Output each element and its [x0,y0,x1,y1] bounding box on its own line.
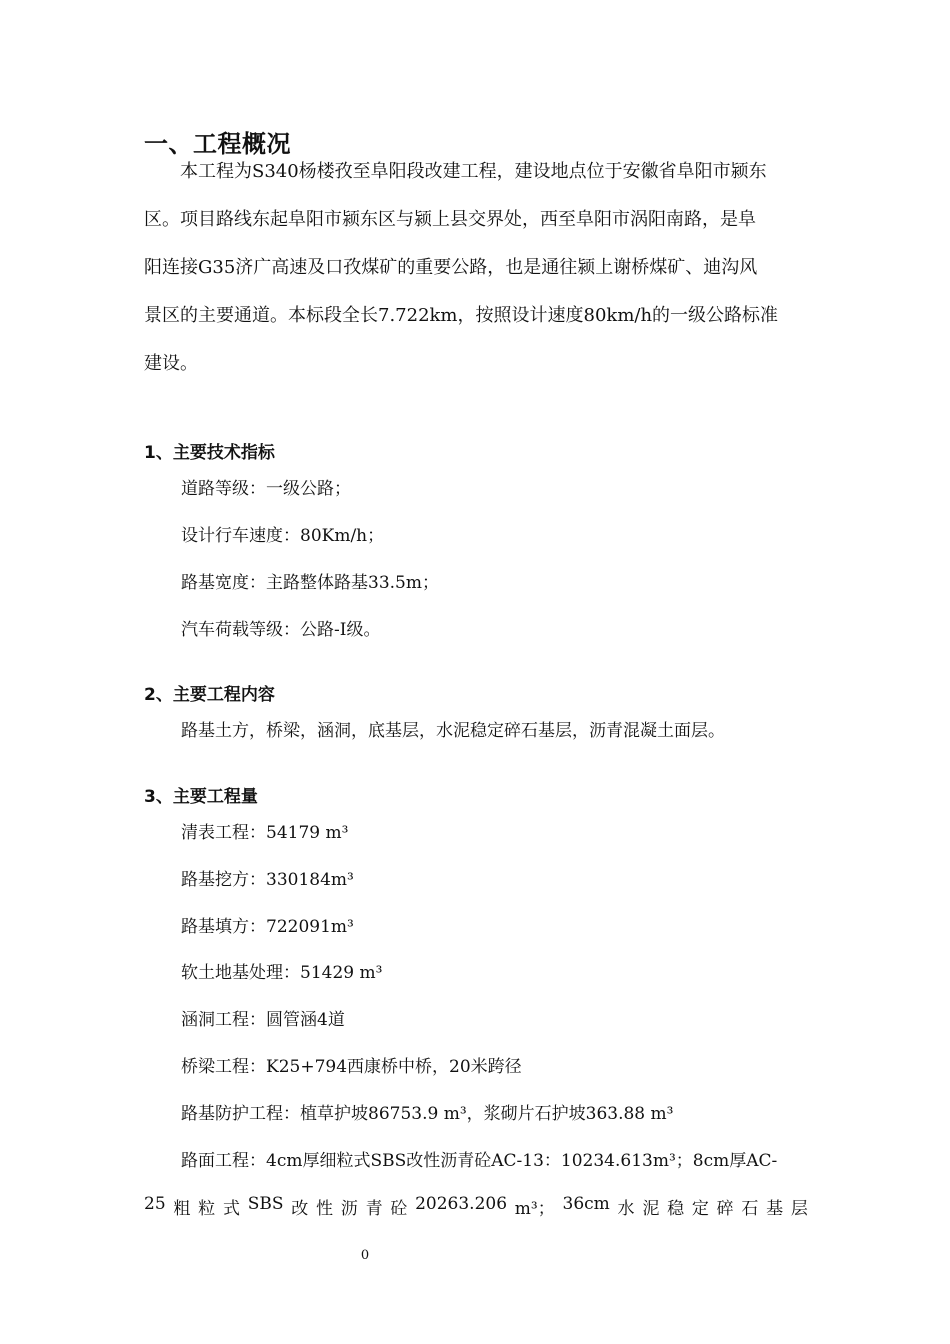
list-item: 桥梁工程：K25+794西康桥中桥，20米跨径 [181,1057,522,1077]
intro-line: 区。项目路线东起阜阳市颍东区与颍上县交界处，西至阜阳市涡阳南路，是阜 [144,209,756,230]
text-fragment: 25 [144,1194,166,1214]
text-fragment: 层 [790,1199,808,1219]
text-fragment: 粒 [198,1199,216,1219]
section-heading-main-content: 2、主要工程内容 [144,685,275,705]
text-fragment: 泥 [642,1199,660,1219]
list-item: 汽车荷载等级：公路-I级。 [181,620,381,640]
intro-line: 本工程为S340杨楼孜至阜阳段改建工程，建设地点位于安徽省阜阳市颍东 [144,161,767,182]
text-fragment: 沥 [340,1199,358,1219]
list-item: 道路等级：一级公路； [181,479,351,499]
text-fragment: 改 [291,1199,309,1219]
text-fragment: 稳 [667,1199,685,1219]
list-item: 路基填方：722091m³ [181,917,354,937]
section-heading-technical-indicators: 1、主要技术指标 [144,443,275,463]
intro-line: 建设。 [144,353,198,374]
list-item: 路基挖方：330184m³ [181,870,354,890]
section-heading-quantities: 3、主要工程量 [144,787,258,807]
text-fragment: 青 [365,1199,383,1219]
text-fragment: 20263.206 [415,1194,508,1214]
chapter-title: 一、工程概况 [144,130,291,158]
text-fragment: 水 [617,1199,635,1219]
page-number: 0 [360,1248,370,1263]
list-item: 设计行车速度：80Km/h； [181,526,385,546]
text-fragment: 式 [222,1199,240,1219]
intro-line: 景区的主要通道。本标段全长7.722km，按照设计速度80km/h的一级公路标准 [144,305,779,326]
list-item: 清表工程：54179 m³ [181,823,349,843]
text-fragment: 性 [316,1199,334,1219]
text-fragment: SBS [247,1194,284,1214]
list-item: 涵洞工程：圆管涵4道 [181,1010,345,1030]
text-fragment: 基 [766,1199,784,1219]
text-fragment: m³； [514,1199,555,1219]
list-item: 软土地基处理：51429 m³ [181,963,383,983]
intro-line: 阳连接G35济广高速及口孜煤矿的重要公路，也是通往颍上谢桥煤矿、迪沟风 [144,257,758,278]
list-item: 路基宽度：主路整体路基33.5m； [181,573,439,593]
list-item: 路基防护工程：植草护坡86753.9 m³，浆砌片石护坡363.88 m³ [181,1104,674,1124]
text-fragment: 碎 [716,1199,734,1219]
list-item: 路面工程：4cm厚细粒式SBS改性沥青砼AC-13：10234.613m³；8cm厚AC- [181,1151,778,1171]
list-item-continuation [144,1194,808,1219]
text-fragment: 砼 [390,1199,408,1219]
text-fragment: 定 [691,1199,709,1219]
text-fragment: 石 [741,1199,759,1219]
text-fragment: 36cm [562,1194,610,1214]
intro-paragraph [144,148,808,388]
list-item: 路基土方，桥梁，涵洞，底基层，水泥稳定碎石基层，沥青混凝土面层。 [181,721,725,741]
text-fragment: 粗 [173,1199,191,1219]
